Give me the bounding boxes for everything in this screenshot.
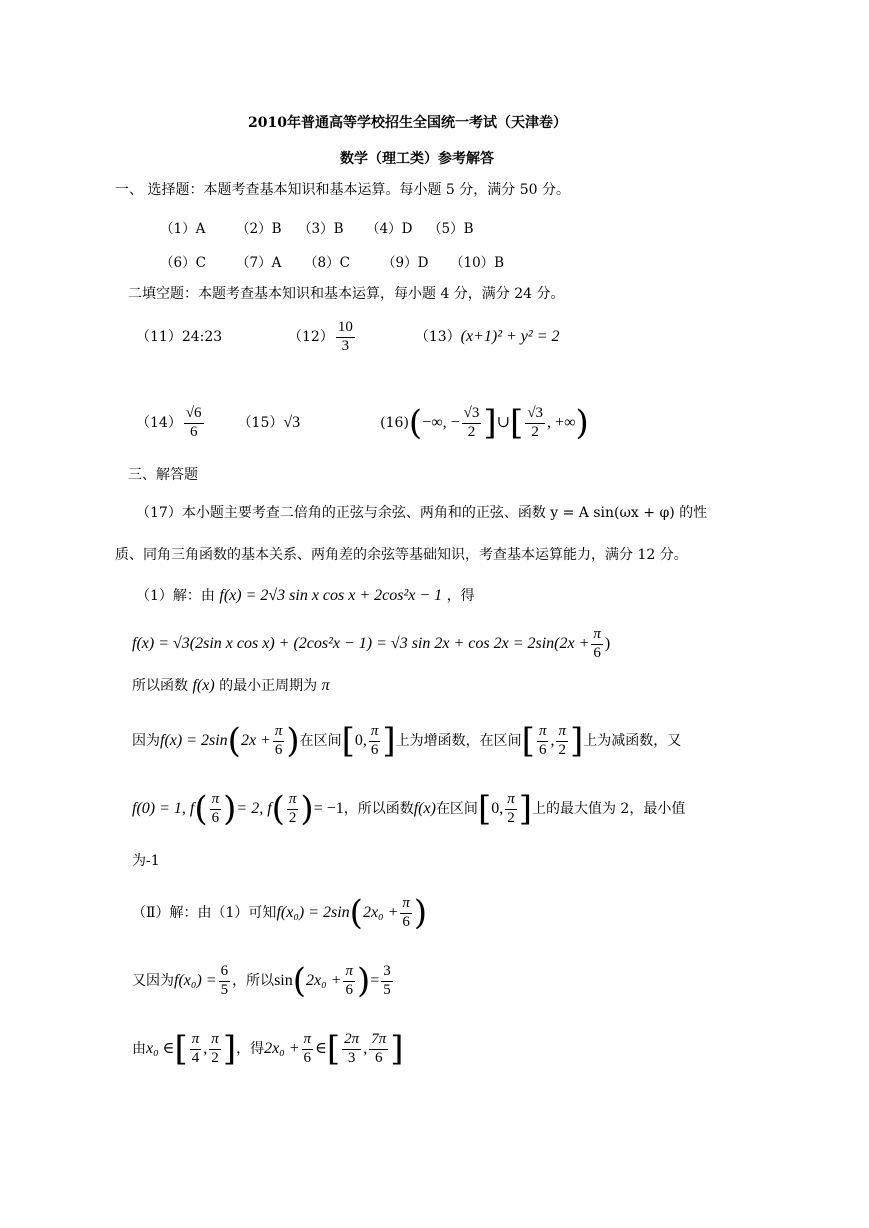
right-paren: ) [300,789,314,829]
period-fx: f(x) [192,677,215,694]
right-bracket: ] [569,721,584,761]
comma: , [203,1040,208,1057]
period-suffix: 的最小正周期为 [219,678,318,694]
answer-2: （2）B [236,221,282,237]
mono-c: 2x + [240,732,271,749]
val-e: 在区间 [435,801,478,817]
val-f: 0, [491,800,504,817]
fraction-denominator: 2 [531,423,539,440]
p3-prefix: 又因为 [132,973,174,989]
left-paren: ( [194,789,208,829]
fraction-denominator: 6 [189,423,198,440]
fraction-denominator: 3 [347,1049,356,1066]
answer-1: （1）A [160,221,206,237]
part3-line [132,956,395,1006]
fraction-numerator: π [537,723,549,741]
answer-13-label: （13） [414,329,461,345]
mono-d: 在区间 [299,733,342,749]
p3-expr: f(x₀) = [174,972,217,989]
fraction-denominator: 6 [402,913,410,930]
interval-fraction-1 [462,405,482,441]
p2-inner: 2x₀ + [362,904,399,921]
p3-inner: 2x₀ + [306,972,342,989]
answer-9: （9）D [382,255,429,271]
fraction-numerator: π [273,723,285,741]
monotonic-line [132,716,681,766]
val-b: = 2, f [236,800,272,817]
period-line [132,678,330,694]
fraction-numerator: √6 [184,405,204,423]
answer-15-label: （15） [237,415,284,431]
right-bracket: ] [382,721,396,761]
p4-fraction-5 [369,1031,388,1067]
step1-line [136,588,475,604]
interval-right: , +∞ [547,414,576,431]
p2-expr: f(x₀) = 2sin [276,904,350,921]
p4-prefix: 由 [132,1041,146,1057]
value-line-end: 为-1 [132,853,160,869]
step1-expr: f(x) = 2√3 sin x cos x + 2cos²x − 1 [219,587,443,604]
fraction-denominator: 6 [374,1049,383,1066]
p3-mid: ，所以 [232,973,275,989]
mono-f: 上为增函数，在区间 [395,733,522,749]
fraction-numerator: π [343,963,355,981]
document-subtitle: 数学（理工类）参考解答 [340,151,494,167]
problem17-intro-line1: （17）本小题主要考查二倍角的正弦与余弦、两角和的正弦、函数 y = A sin(ωx + φ) 的性 [136,505,708,521]
val-fraction-2 [287,791,299,827]
p2-fraction [400,895,412,931]
left-bracket: [ [174,1029,188,1069]
fraction-numerator: 7π [369,1031,388,1049]
val-fraction-3 [505,791,517,827]
fraction-denominator: 5 [220,981,229,998]
answer-3: （3）B [298,221,344,237]
fraction-denominator: 2 [288,809,297,826]
answer-14-label: （14） [136,415,182,431]
fraction-numerator: π [210,791,222,809]
value-line [132,784,685,834]
fraction-numerator: π [505,791,517,809]
val-a: f(0) = 1, f [132,800,195,817]
p4-fraction-2 [209,1031,221,1067]
answer-16-label: (16) [380,415,409,431]
answer-6: （6）C [160,255,206,271]
right-bracket: ] [390,1029,404,1069]
p4-fraction-4 [342,1031,361,1067]
fraction-denominator: 6 [593,644,601,661]
right-paren: ) [223,789,237,829]
fraction-numerator: π [209,1031,221,1049]
period-pi: π [321,677,330,694]
fraction-denominator: 6 [211,809,220,826]
answer-12-label: （12） [288,329,334,345]
p4-mid: ，得 [236,1041,265,1057]
fraction-denominator: 6 [370,741,379,758]
left-paren: ( [292,961,306,1001]
answer-5: （5）B [428,221,474,237]
p4-fraction-3 [302,1031,314,1067]
left-bracket: [ [510,403,524,443]
mono-fraction-2 [369,723,381,759]
right-paren: ) [575,403,589,443]
period-prefix: 所以函数 [132,678,188,694]
right-bracket: ] [483,403,497,443]
step2-expr: f(x) = √3(2sin x cos x) + (2cos²x − 1) = √3 sin 2x + cos 2x = 2sin(2x + [132,635,590,652]
val-c: = −1 [313,800,344,817]
step1-suffix: ，得 [446,588,475,604]
fraction-numerator: π [556,723,568,741]
p2-prefix: （Ⅱ）解：由（1）可知 [132,905,277,921]
p3-fraction-3 [381,963,393,999]
union-symbol: ∪ [496,414,511,431]
fraction-numerator: π [591,626,603,644]
val-fraction-1 [210,791,222,827]
answer-12-fraction [336,319,355,355]
left-paren: ( [271,789,285,829]
section3-heading: 三、解答题 [128,467,198,483]
step1-prefix: （1）解：由 [136,588,215,604]
step2-close: ) [604,635,611,652]
section2-heading: 二填空题：本题考查基本知识和基本运算，每小题 4 分，满分 24 分。 [128,286,565,302]
fraction-denominator: 3 [341,337,350,354]
fraction-denominator: 2 [211,1049,219,1066]
fraction-numerator: 3 [381,963,393,981]
right-paren: ) [356,961,371,1001]
mono-fraction-4 [556,723,568,759]
comma: , [550,732,555,749]
val-fx: f(x) [413,800,436,817]
p4-x: x₀ ∈ [146,1040,175,1057]
fraction-numerator: √3 [462,405,482,423]
fraction-denominator: 6 [274,741,283,758]
right-paren: ) [413,893,428,933]
p3-fraction-1 [219,963,231,999]
p4-expr: 2x₀ + [264,1040,300,1057]
answer-15-expr: √3 [283,414,301,431]
part2-line [132,888,427,938]
fraction-numerator: π [287,791,299,809]
section1-heading: 一、 选择题：本题考查基本知识和基本运算。每小题 5 分，满分 50 分。 [115,182,570,198]
fraction-denominator: 4 [191,1049,200,1066]
fraction-denominator: 6 [345,981,353,998]
p3-eq: = [370,972,380,989]
fill-answers-row1 [136,314,560,360]
answer-13-expr: (x+1)² + y² = 2 [460,328,560,345]
fraction-numerator: √3 [525,405,545,423]
fraction-numerator: π [400,895,412,913]
p4-fraction-1 [190,1031,202,1067]
fraction-denominator: 5 [383,981,391,998]
right-bracket: ] [518,789,532,829]
fraction-numerator: π [369,723,381,741]
fraction-denominator: 6 [538,741,547,758]
answer-4: （4）D [366,221,413,237]
step2-line [132,622,610,666]
left-paren: ( [227,721,241,761]
fraction-denominator: 2 [467,423,476,440]
mono-e: 0, [354,732,367,749]
left-bracket: [ [326,1029,341,1069]
right-paren: ) [286,721,300,761]
document-title: 2010年普通高等学校招生全国统一考试（天津卷） [248,115,567,131]
mono-fraction-1 [273,723,285,759]
answer-14-fraction [184,405,204,441]
left-bracket: [ [477,789,492,829]
comma: , [363,1040,368,1057]
interval-fraction-2 [525,405,545,441]
mono-a: 因为 [132,733,160,749]
mono-g: 上为减函数，又 [583,733,682,749]
fraction-denominator: 2 [558,741,566,758]
right-bracket: ] [222,1029,237,1069]
val-g: 上的最大值为 2，最小值 [531,801,686,817]
answer-7: （7）A [236,255,282,271]
answer-10: （10）B [450,255,505,271]
fraction-numerator: 10 [336,319,355,337]
answer-8: （8）C [304,255,350,271]
fraction-numerator: 2π [342,1031,361,1049]
mono-b: f(x) = 2sin [160,732,228,749]
fraction-numerator: π [302,1031,314,1049]
p4-in: ∈ [315,1040,327,1057]
fraction-numerator: 6 [219,963,231,981]
part4-line [132,1024,403,1074]
left-paren: ( [408,403,423,443]
left-bracket: [ [521,721,535,761]
fraction-denominator: 2 [507,809,515,826]
answer-11: （11）24:23 [136,329,223,345]
mono-fraction-3 [537,723,549,759]
fill-answers-row2 [136,398,589,448]
val-d: ，所以函数 [343,801,414,817]
fraction-denominator: 6 [303,1049,312,1066]
interval-left: −∞, − [422,414,460,431]
left-bracket: [ [341,721,355,761]
problem17-intro-line2: 质、同角三角函数的基本关系、两角差的余弦等基础知识，考查基本运算能力，满分 12 分。 [115,547,688,563]
step2-fraction [591,626,603,662]
p3-sin: sin [274,972,293,989]
fraction-numerator: π [190,1031,202,1049]
left-paren: ( [349,893,363,933]
p3-fraction-2 [343,963,355,999]
